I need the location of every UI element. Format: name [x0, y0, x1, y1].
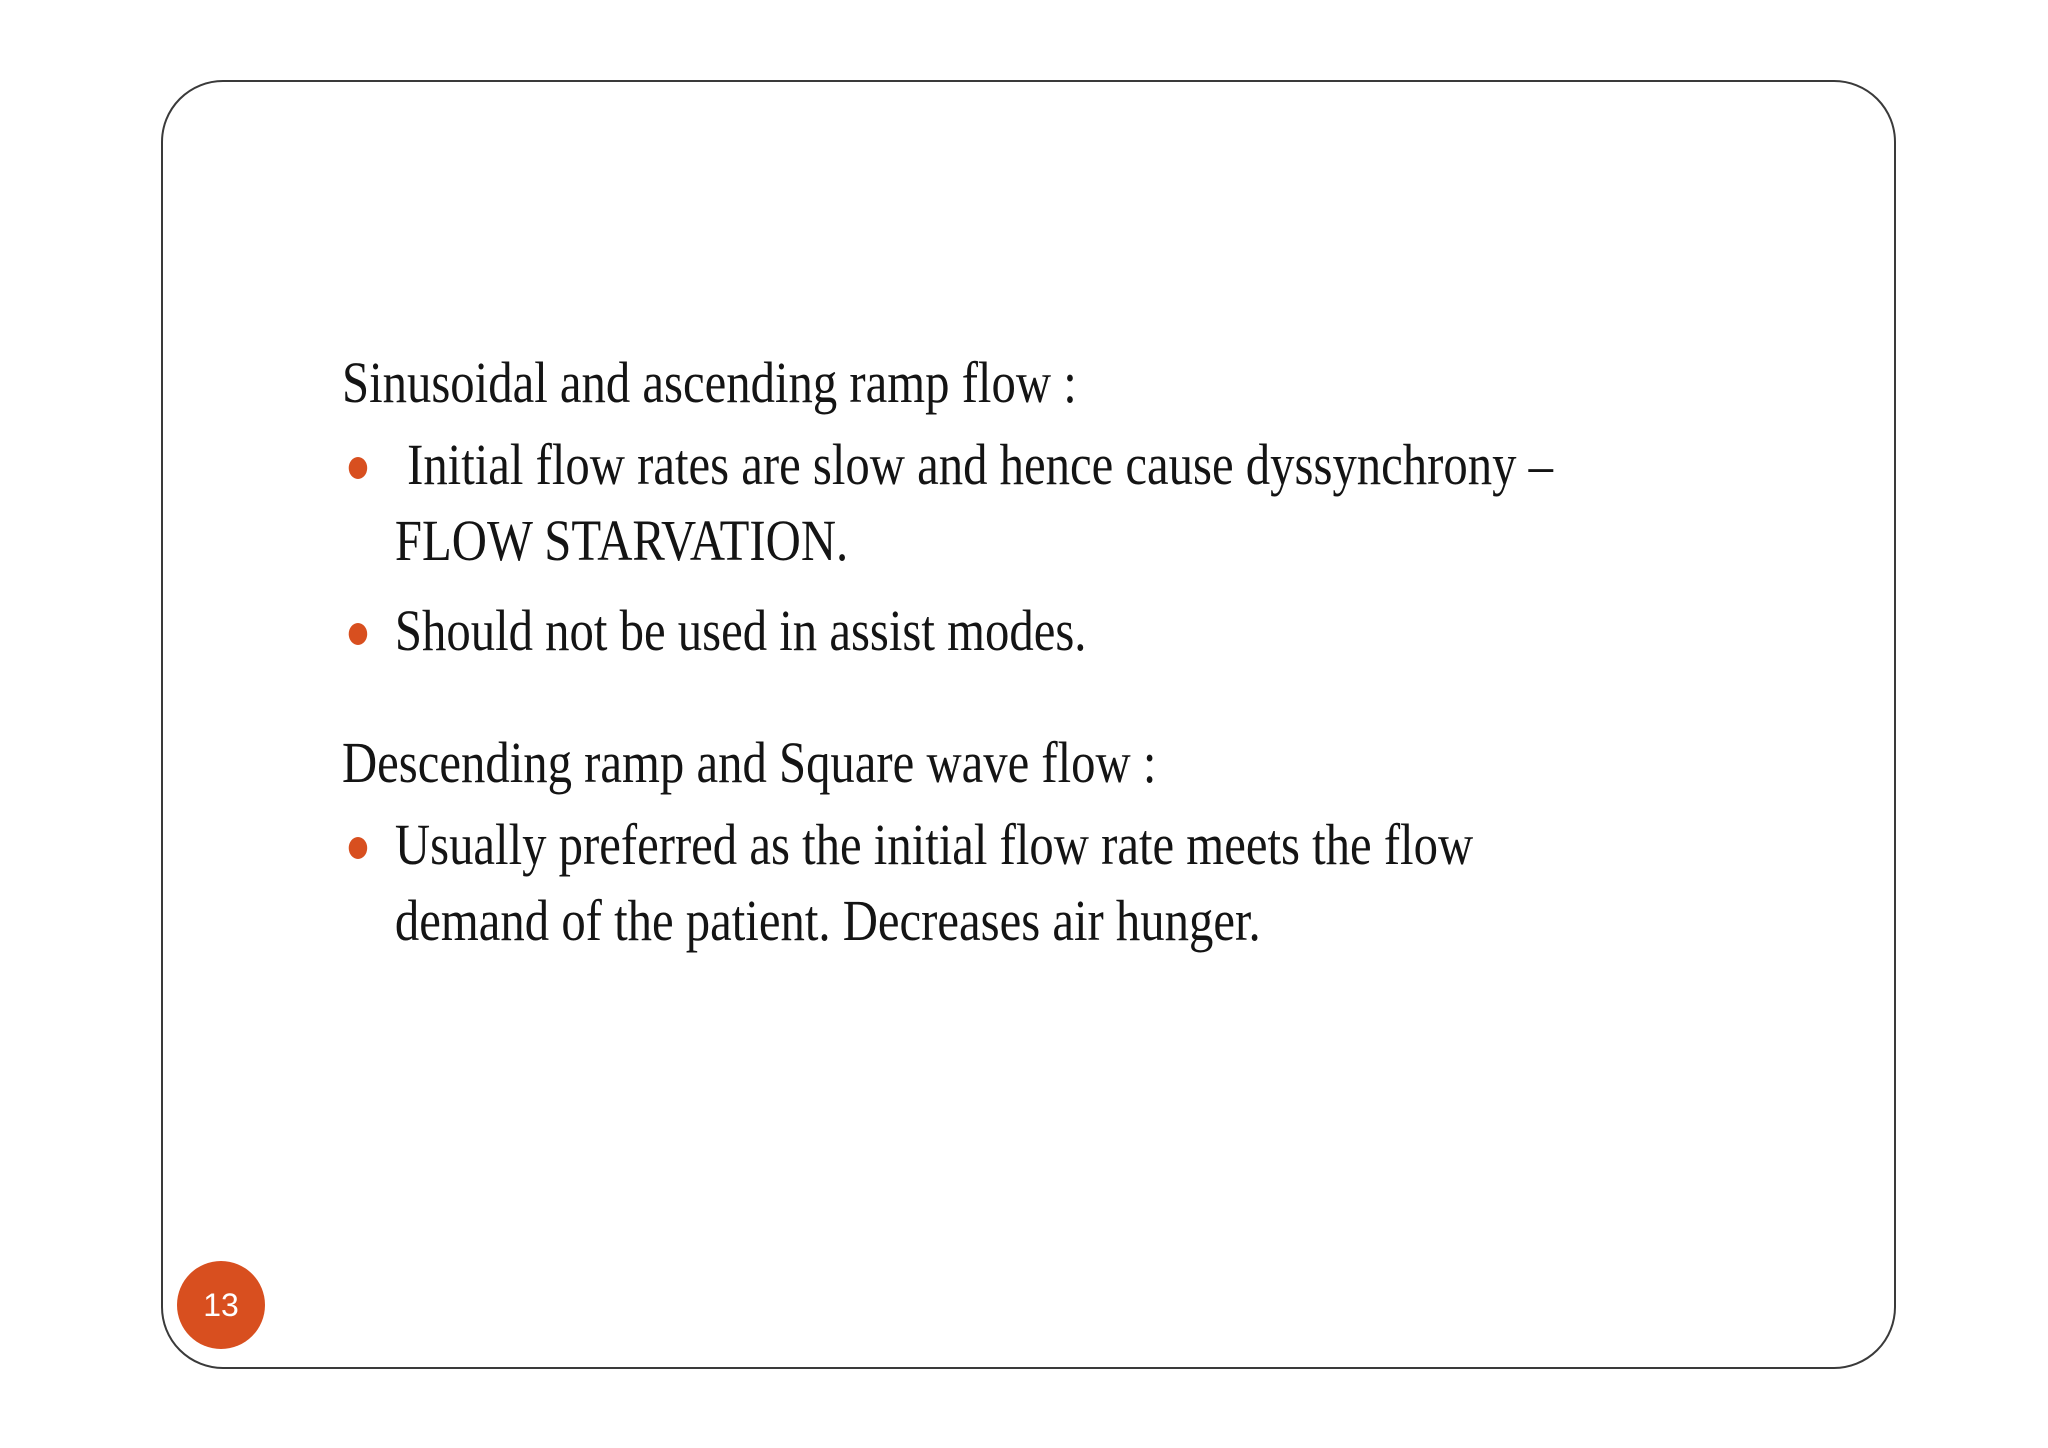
bullet-item	[342, 427, 1566, 579]
bullet-text: Should not be used in assist modes.	[394, 598, 1087, 663]
bullet-list	[342, 427, 1566, 669]
slide-content	[342, 345, 1566, 973]
page-number-badge: 13	[177, 1261, 265, 1349]
bullet-list	[342, 807, 1560, 959]
section-descending-square	[342, 725, 1560, 959]
bullet-dot-icon	[349, 623, 367, 645]
bullet-item	[342, 807, 1560, 959]
bullet-item	[342, 593, 1560, 669]
section-heading: Descending ramp and Square wave flow :	[342, 730, 1157, 795]
section-heading: Sinusoidal and ascending ramp flow :	[342, 350, 1077, 415]
bullet-dot-icon	[349, 837, 367, 859]
bullet-dot-icon	[349, 457, 367, 479]
bullet-text: Initial flow rates are slow and hence cause dyssynchrony – FLOW STARVATION.	[394, 432, 1566, 573]
bullet-text: Usually preferred as the initial flow rate meets the flow demand of the patient. Decreases air hunger.	[394, 812, 1474, 953]
section-sinusoidal-ascending	[342, 345, 1566, 669]
